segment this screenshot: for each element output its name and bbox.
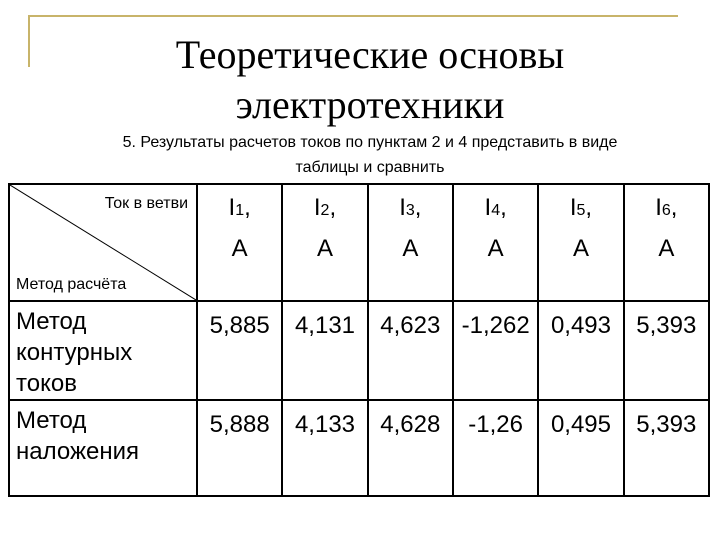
method-label-line: контурных xyxy=(16,339,133,366)
current-unit: A xyxy=(231,235,248,262)
current-unit: A xyxy=(316,235,333,262)
task-description-line-2: таблицы и сравнить xyxy=(295,159,445,176)
table-row-loop-currents xyxy=(9,301,709,400)
value-cell: 0,493 xyxy=(538,301,623,400)
slide-title-line-1: Теоретические основы xyxy=(175,32,565,77)
value-cell: 5,393 xyxy=(624,400,709,496)
method-label-line: токов xyxy=(16,370,77,397)
task-description-line-1: 5. Результаты расчетов токов по пунктам 2 и 4 представить в виде xyxy=(122,134,618,151)
value-cell: 5,885 xyxy=(197,301,282,400)
current-index: 2 xyxy=(320,202,330,219)
slide-title-line-2: электротехники xyxy=(235,82,505,127)
results-table-container xyxy=(8,183,710,485)
current-header-1: I1, A xyxy=(197,184,282,301)
current-header-2: I2, A xyxy=(282,184,367,301)
method-label-line: наложения xyxy=(16,438,140,465)
value-cell: 5,393 xyxy=(624,301,709,400)
current-index: 3 xyxy=(405,202,415,219)
current-symbol: I xyxy=(484,194,492,221)
current-unit: A xyxy=(487,235,504,262)
decorative-left-line xyxy=(28,15,30,67)
value-cell: 4,131 xyxy=(282,301,367,400)
value-cell: 4,628 xyxy=(368,400,453,496)
task-description xyxy=(70,130,670,180)
current-header-3: I3, A xyxy=(368,184,453,301)
value-cell: -1,26 xyxy=(453,400,538,496)
current-symbol: I xyxy=(313,194,321,221)
current-index: 6 xyxy=(661,202,671,219)
decorative-top-line xyxy=(28,15,678,17)
current-header-6: I6, A xyxy=(624,184,709,301)
current-symbol: I xyxy=(569,194,577,221)
current-index: 1 xyxy=(235,202,245,219)
current-unit: A xyxy=(658,235,675,262)
value-cell: 4,623 xyxy=(368,301,453,400)
current-unit: A xyxy=(402,235,419,262)
value-cell: 0,495 xyxy=(538,400,623,496)
current-unit: A xyxy=(572,235,589,262)
corner-cell xyxy=(9,184,197,301)
corner-label-current: Ток в ветви xyxy=(104,195,188,212)
slide-title xyxy=(120,30,620,130)
value-cell: 4,133 xyxy=(282,400,367,496)
method-cell xyxy=(9,301,197,400)
current-index: 4 xyxy=(491,202,501,219)
current-header-4: I4, A xyxy=(453,184,538,301)
method-label-line: Метод xyxy=(16,308,87,335)
current-symbol: I xyxy=(399,194,406,221)
table-row-superposition xyxy=(9,400,709,496)
header-row xyxy=(9,184,709,301)
current-symbol: I xyxy=(655,194,662,221)
method-label-line: Метод xyxy=(16,407,87,434)
method-cell xyxy=(9,400,197,496)
current-symbol: I xyxy=(228,194,236,221)
value-cell: 5,888 xyxy=(197,400,282,496)
current-header-5: I5, A xyxy=(538,184,623,301)
current-index: 5 xyxy=(576,202,586,219)
value-cell: -1,262 xyxy=(453,301,538,400)
results-table xyxy=(8,183,710,497)
corner-label-method: Метод расчёта xyxy=(16,276,127,293)
